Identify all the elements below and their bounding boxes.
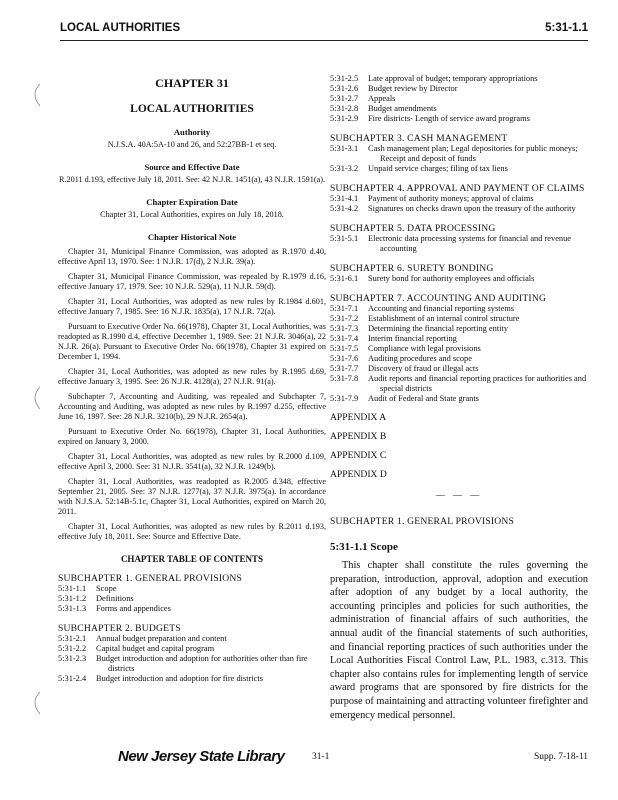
source-heading: Source and Effective Date bbox=[144, 162, 240, 172]
toc-number: 5:31-2.9 bbox=[330, 114, 359, 123]
toc-title: Appeals bbox=[368, 94, 396, 103]
appendix-entry: APPENDIX A bbox=[330, 412, 387, 423]
subchapter-heading: SUBCHAPTER 1. GENERAL PROVISIONS bbox=[330, 516, 515, 527]
toc-title: Scope bbox=[96, 584, 117, 593]
toc-list bbox=[330, 194, 588, 214]
toc-entry bbox=[58, 594, 326, 604]
toc-title: Discovery of fraud or illegal acts bbox=[368, 364, 479, 373]
toc-number: 5:31-2.2 bbox=[58, 644, 87, 653]
appendix-entry: APPENDIX C bbox=[330, 450, 387, 461]
toc-entry bbox=[330, 364, 588, 374]
toc-title: Establishment of an internal control structure bbox=[368, 314, 520, 323]
toc-title: Interim financial reporting bbox=[368, 334, 457, 343]
supplement-date: Supp. 7-18-11 bbox=[533, 752, 588, 762]
toc-entry bbox=[330, 164, 588, 174]
toc-entry bbox=[330, 204, 588, 214]
toc-list bbox=[330, 234, 588, 254]
toc-entry bbox=[330, 314, 588, 324]
toc-entry bbox=[330, 234, 588, 254]
toc-entry bbox=[330, 274, 588, 284]
running-header bbox=[60, 22, 588, 38]
authority-text: N.J.S.A. 40A:5A-10 and 26, and 52:27BB-1 et seq. bbox=[107, 140, 277, 149]
toc-title: Payment of authority moneys; approval of claims bbox=[368, 194, 534, 203]
toc-title: Budget introduction and adoption for fire districts bbox=[96, 674, 264, 683]
history-note: Chapter 31, Local Authorities, was adopted as new rules by R.1995 d.69, effective January 3, 1995. See: 26 N.J.R. 4128(a), 27 N.J.R. 91(a). bbox=[58, 367, 326, 386]
toc-number: 5:31-2.3 bbox=[58, 654, 87, 663]
toc-entry bbox=[58, 634, 326, 644]
subchapter-heading: SUBCHAPTER 4. APPROVAL AND PAYMENT OF CLAIMS bbox=[330, 183, 585, 194]
toc-list bbox=[58, 584, 326, 614]
history-note: Pursuant to Executive Order No. 66(1978), Chapter 31, Local Authorities, was readopted as R.1990 d.4, effective December 1, 1989. See: 21 N.J.R. 3046(a), 22 N.J.R. 26(a). Pursuant to Executive Order No. 66(1978), Chapter 31 expired on December 1, 1994. bbox=[58, 322, 326, 361]
toc-entry bbox=[330, 114, 588, 124]
toc-entry bbox=[330, 84, 588, 94]
toc-title: Surety bond for authority employees and officials bbox=[368, 274, 535, 283]
history-note: Subchapter 7, Accounting and Auditing, was repealed and Subchapter 7, Accounting and Auditing, was adopted as new rules by R.1997 d.255, effective June 16, 1997. See: 28 N.J.R. 3210(b), 29 N.J.R. 2654(a). bbox=[58, 392, 326, 421]
toc-title: Signatures on checks drawn upon the treasury of the authority bbox=[368, 204, 576, 213]
toc-title: Annual budget preparation and content bbox=[96, 634, 227, 643]
subchapter-heading: SUBCHAPTER 1. GENERAL PROVISIONS bbox=[58, 573, 243, 584]
expiration-text: Chapter 31, Local Authorities, expires on July 18, 2018. bbox=[100, 210, 284, 219]
history-note: Chapter 31, Municipal Finance Commission, was adopted as R.1970 d.40, effective April 13, 1970. See: 1 N.J.R. 17(d), 2 N.J.R. 39(a). bbox=[58, 247, 326, 266]
history-note: Pursuant to Executive Order No. 66(1978), Chapter 31, Local Authorities, expired on January 3, 2000. bbox=[58, 427, 326, 446]
toc-entry bbox=[330, 304, 588, 314]
toc-number: 5:31-2.1 bbox=[58, 634, 87, 643]
toc-number: 5:31-6.1 bbox=[330, 274, 359, 283]
section-heading: 5:31-1.1 Scope bbox=[330, 541, 398, 553]
toc-entry bbox=[58, 644, 326, 654]
toc-list bbox=[330, 274, 588, 284]
history-note: Chapter 31, Local Authorities, was adopted as new rules by R.1984 d.601, effective January 7, 1985. See: 16 N.J.R. 1835(a), 17 N.J.R. 72(a). bbox=[58, 297, 326, 316]
subchapter-heading: SUBCHAPTER 6. SURETY BONDING bbox=[330, 263, 494, 274]
punch-hole-mark bbox=[26, 690, 46, 716]
punch-hole-mark bbox=[26, 82, 46, 108]
header-rule bbox=[60, 40, 588, 41]
toc-number: 5:31-2.8 bbox=[330, 104, 359, 113]
toc-number: 5:31-1.2 bbox=[58, 594, 87, 603]
toc-title: Budget amendments bbox=[368, 104, 437, 113]
toc-title: Accounting and financial reporting systems bbox=[368, 304, 515, 313]
toc-title: Unpaid service charges; filing of tax liens bbox=[368, 164, 508, 173]
appendix-entry: APPENDIX B bbox=[330, 431, 387, 442]
toc-number: 5:31-7.5 bbox=[330, 344, 359, 353]
subchapter-heading: SUBCHAPTER 7. ACCOUNTING AND AUDITING bbox=[330, 293, 547, 304]
toc-number: 5:31-7.8 bbox=[330, 374, 359, 383]
toc-number: 5:31-1.3 bbox=[58, 604, 87, 613]
toc-entry bbox=[330, 334, 588, 344]
section-body: This chapter shall constitute the rules governing the preparation, introduction, approval, adoption and execution after adoption of any budget by a local authority, the accounting principles and policies for such authorities, the administration of financial affairs of such authorities, the annual audit of the financial statements of such authorities, and financial reporting practices of such authorities under the Local Authorities Fiscal Control Law, P.L. 1983, c.313. This chapter also contains rules for implementing length of service award programs that are sponsored by fire districts for the purpose of maintaining and attracting volunteer firefighter and emergency medical personnel. bbox=[330, 560, 588, 721]
toc-entry bbox=[58, 654, 326, 674]
history-note: Chapter 31, Municipal Finance Commission, was repealed by R.1979 d.16, effective January 17, 1979. See: 10 N.J.R. 529(a), 11 N.J.R. 59(d). bbox=[58, 272, 326, 291]
toc-number: 5:31-1.1 bbox=[58, 584, 87, 593]
toc-entry bbox=[330, 374, 588, 394]
source-text: R.2011 d.193, effective July 18, 2011. See: 42 N.J.R. 1451(a), 43 N.J.R. 1591(a). bbox=[59, 175, 325, 184]
toc-number: 5:31-7.3 bbox=[330, 324, 359, 333]
toc-entry bbox=[330, 144, 588, 164]
toc-entry bbox=[58, 584, 326, 594]
toc-entry bbox=[330, 394, 588, 404]
toc-list bbox=[58, 634, 326, 684]
subchapter-heading: SUBCHAPTER 3. CASH MANAGEMENT bbox=[330, 133, 508, 144]
toc-entry bbox=[330, 194, 588, 204]
toc-entry bbox=[330, 104, 588, 114]
toc-entry bbox=[58, 604, 326, 614]
toc-heading: CHAPTER TABLE OF CONTENTS bbox=[120, 554, 264, 564]
toc-title: Compliance with legal provisions bbox=[368, 344, 481, 353]
page-footer bbox=[0, 748, 618, 768]
toc-title: Budget review by Director bbox=[368, 84, 458, 93]
authority-heading: Authority bbox=[173, 127, 211, 137]
subchapter-heading: SUBCHAPTER 5. DATA PROCESSING bbox=[330, 223, 496, 234]
toc-title: Forms and appendices bbox=[96, 604, 171, 613]
toc-number: 5:31-3.2 bbox=[330, 164, 359, 173]
toc-title: Fire districts- Length of service award programs bbox=[368, 114, 530, 123]
toc-number: 5:31-7.6 bbox=[330, 354, 359, 363]
toc-entry bbox=[330, 74, 588, 84]
toc-number: 5:31-2.4 bbox=[58, 674, 87, 683]
toc-entry bbox=[330, 324, 588, 334]
toc-title: Late approval of budget; temporary appropriations bbox=[368, 74, 538, 83]
toc-entry bbox=[330, 344, 588, 354]
chapter-number: CHAPTER 31 bbox=[155, 76, 229, 90]
toc-number: 5:31-7.4 bbox=[330, 334, 359, 343]
toc-title: Determining the financial reporting entity bbox=[368, 324, 509, 333]
toc-number: 5:31-2.5 bbox=[330, 74, 359, 83]
toc-title: Capital budget and capital program bbox=[96, 644, 215, 653]
chapter-title: LOCAL AUTHORITIES bbox=[130, 103, 254, 115]
header-section: 5:31-1.1 bbox=[545, 22, 588, 34]
toc-list bbox=[330, 74, 588, 124]
appendix-entry: APPENDIX D bbox=[330, 469, 387, 480]
toc-number: 5:31-2.7 bbox=[330, 94, 359, 103]
toc-title: Audit reports and financial reporting practices for authorities and special districts bbox=[368, 374, 587, 393]
punch-hole-mark bbox=[26, 385, 46, 411]
header-title: LOCAL AUTHORITIES bbox=[60, 22, 181, 34]
toc-title: Definitions bbox=[96, 594, 134, 603]
toc-list bbox=[330, 304, 588, 404]
left-column bbox=[58, 68, 326, 684]
history-note: Chapter 31, Local Authorities, was adopted as new rules by R.2000 d.109, effective April 3, 2000. See: 31 N.J.R. 3541(a), 32 N.J.R. 1249(b). bbox=[58, 452, 326, 471]
history-heading: Chapter Historical Note bbox=[147, 232, 237, 242]
subchapter-heading: SUBCHAPTER 2. BUDGETS bbox=[58, 623, 181, 634]
toc-entry bbox=[330, 94, 588, 104]
history-note: Chapter 31, Local Authorities, was adopted as new rules by R.2011 d.193, effective July 18, 2011. See: Source and Effective Date. bbox=[58, 522, 326, 541]
toc-title: Auditing procedures and scope bbox=[368, 354, 472, 363]
toc-entry bbox=[330, 354, 588, 364]
toc-number: 5:31-3.1 bbox=[330, 144, 359, 153]
toc-number: 5:31-7.7 bbox=[330, 364, 359, 373]
toc-entry bbox=[58, 674, 326, 684]
library-logo: New Jersey State Library bbox=[118, 748, 285, 765]
toc-title: Cash management plan; Legal depositories for public moneys; Receipt and deposit of funds bbox=[368, 144, 578, 163]
toc-number: 5:31-2.6 bbox=[330, 84, 359, 93]
right-column bbox=[330, 74, 588, 722]
toc-number: 5:31-7.2 bbox=[330, 314, 359, 323]
page-number: 31-1 bbox=[312, 752, 330, 762]
toc-number: 5:31-4.1 bbox=[330, 194, 359, 203]
toc-title: Audit of Federal and State grants bbox=[368, 394, 479, 403]
toc-number: 5:31-5.1 bbox=[330, 234, 359, 243]
toc-title: Budget introduction and adoption for authorities other than fire districts bbox=[96, 654, 308, 673]
toc-list bbox=[330, 144, 588, 174]
history-note: Chapter 31, Local Authorities, was readopted as R.2005 d.348, effective September 21, 2005. See: 37 N.J.R. 1277(a), 37 N.J.R. 3975(a). In accordance with N.J.S.A. 52:14B-5.1c, Chapter 31, Local Authorities, expired on March 20, 2011. bbox=[58, 477, 326, 516]
section-divider: — — — bbox=[435, 490, 483, 500]
toc-number: 5:31-7.1 bbox=[330, 304, 359, 313]
toc-number: 5:31-4.2 bbox=[330, 204, 359, 213]
expiration-heading: Chapter Expiration Date bbox=[146, 197, 238, 207]
toc-title: Electronic data processing systems for financial and revenue accounting bbox=[368, 234, 572, 253]
toc-number: 5:31-7.9 bbox=[330, 394, 359, 403]
